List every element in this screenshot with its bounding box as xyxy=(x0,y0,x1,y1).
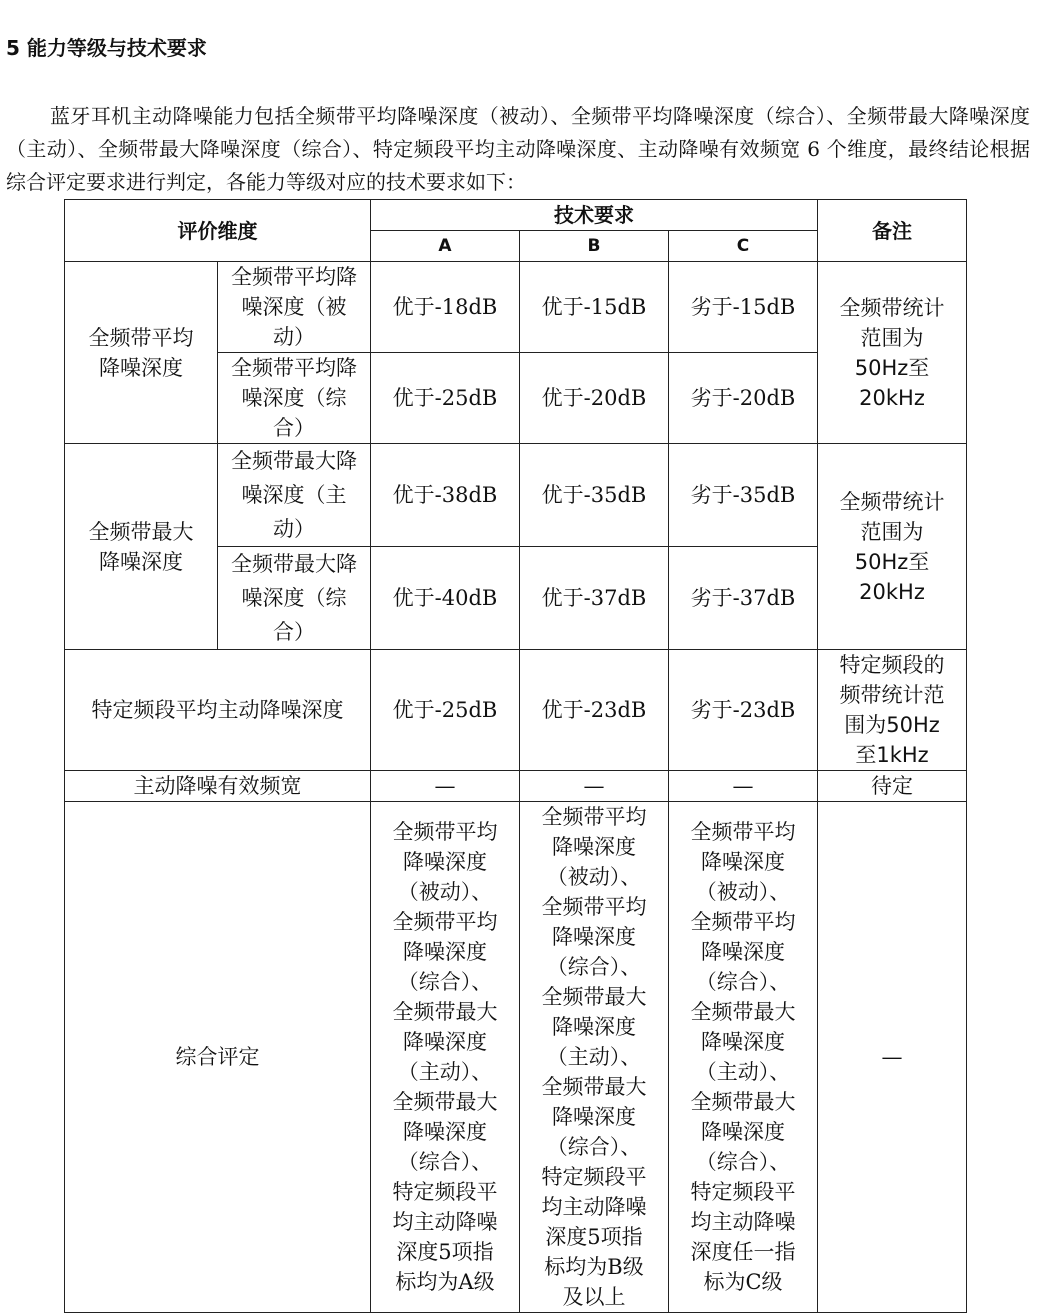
cell-avg-combined-a: 优于-25dB xyxy=(371,353,520,444)
header-level-b: B xyxy=(520,231,669,262)
cell-avg-passive-b: 优于-15dB xyxy=(520,262,669,353)
cell-avg-combined-b: 优于-20dB xyxy=(520,353,669,444)
cell-max-combined-c: 劣于-37dB xyxy=(669,547,818,650)
cell-overall-b: 全频带平均降噪深度（被动）、全频带平均降噪深度（综合）、全频带最大降噪深度（主动）、全频带最大降噪深度（综合）、特定频段平均主动降噪深度5项指标均为B级及以上 xyxy=(520,802,669,1313)
table-row xyxy=(65,802,967,1313)
cell-bandwidth-c: — xyxy=(669,771,818,802)
header-dimension: 评价维度 xyxy=(65,200,371,262)
remark-max: 全频带统计范围为50Hz至20kHz xyxy=(818,444,967,650)
cell-max-active-b: 优于-35dB xyxy=(520,444,669,547)
section-heading: 5 能力等级与技术要求 xyxy=(6,36,207,60)
cell-overall-a: 全频带平均降噪深度（被动）、全频带平均降噪深度（综合）、全频带最大降噪深度（主动）、全频带最大降噪深度（综合）、特定频段平均主动降噪深度5项指标均为A级 xyxy=(371,802,520,1313)
intro-paragraph: 蓝牙耳机主动降噪能力包括全频带平均降噪深度（被动）、全频带平均降噪深度（综合）、全频带最大降噪深度（主动）、全频带最大降噪深度（综合）、特定频段平均主动降噪深度、主动降噪有效频宽 6 个维度，最终结论根据综合评定要求进行判定，各能力等级对应的技术要求如下： xyxy=(6,104,1030,194)
row-label-bandwidth: 主动降噪有效频宽 xyxy=(65,771,371,802)
row-group-max: 全频带最大降噪深度 xyxy=(65,444,218,650)
cell-bandwidth-a: — xyxy=(371,771,520,802)
cell-band-b: 优于-23dB xyxy=(520,650,669,771)
table-row xyxy=(65,444,967,547)
row-group-avg: 全频带平均降噪深度 xyxy=(65,262,218,444)
header-level-a: A xyxy=(371,231,520,262)
table-row xyxy=(65,262,967,353)
cell-max-combined-a: 优于-40dB xyxy=(371,547,520,650)
header-remark: 备注 xyxy=(818,200,967,262)
remark-overall: — xyxy=(818,802,967,1313)
cell-avg-passive-c: 劣于-15dB xyxy=(669,262,818,353)
cell-band-c: 劣于-23dB xyxy=(669,650,818,771)
table-header-row xyxy=(65,200,967,231)
cell-max-active-a: 优于-38dB xyxy=(371,444,520,547)
row-label-avg-passive: 全频带平均降噪深度（被动） xyxy=(218,262,371,353)
row-label-overall: 综合评定 xyxy=(65,802,371,1313)
remark-avg: 全频带统计范围为50Hz至20kHz xyxy=(818,262,967,444)
row-label-avg-combined: 全频带平均降噪深度（综合） xyxy=(218,353,371,444)
cell-avg-combined-c: 劣于-20dB xyxy=(669,353,818,444)
remark-bandwidth: 待定 xyxy=(818,771,967,802)
cell-bandwidth-b: — xyxy=(520,771,669,802)
cell-overall-c: 全频带平均降噪深度（被动）、全频带平均降噪深度（综合）、全频带最大降噪深度（主动）、全频带最大降噪深度（综合）、特定频段平均主动降噪深度任一指标为C级 xyxy=(669,802,818,1313)
cell-max-combined-b: 优于-37dB xyxy=(520,547,669,650)
cell-max-active-c: 劣于-35dB xyxy=(669,444,818,547)
row-label-max-combined: 全频带最大降噪深度（综合） xyxy=(218,547,371,650)
table-row xyxy=(65,650,967,771)
row-label-band: 特定频段平均主动降噪深度 xyxy=(65,650,371,771)
header-tech-requirements: 技术要求 xyxy=(371,200,818,231)
table-row xyxy=(65,771,967,802)
cell-band-a: 优于-25dB xyxy=(371,650,520,771)
row-label-max-active: 全频带最大降噪深度（主动） xyxy=(218,444,371,547)
header-level-c: C xyxy=(669,231,818,262)
tech-requirements-table xyxy=(64,199,967,1313)
remark-band: 特定频段的频带统计范围为50Hz至1kHz xyxy=(818,650,967,771)
cell-avg-passive-a: 优于-18dB xyxy=(371,262,520,353)
